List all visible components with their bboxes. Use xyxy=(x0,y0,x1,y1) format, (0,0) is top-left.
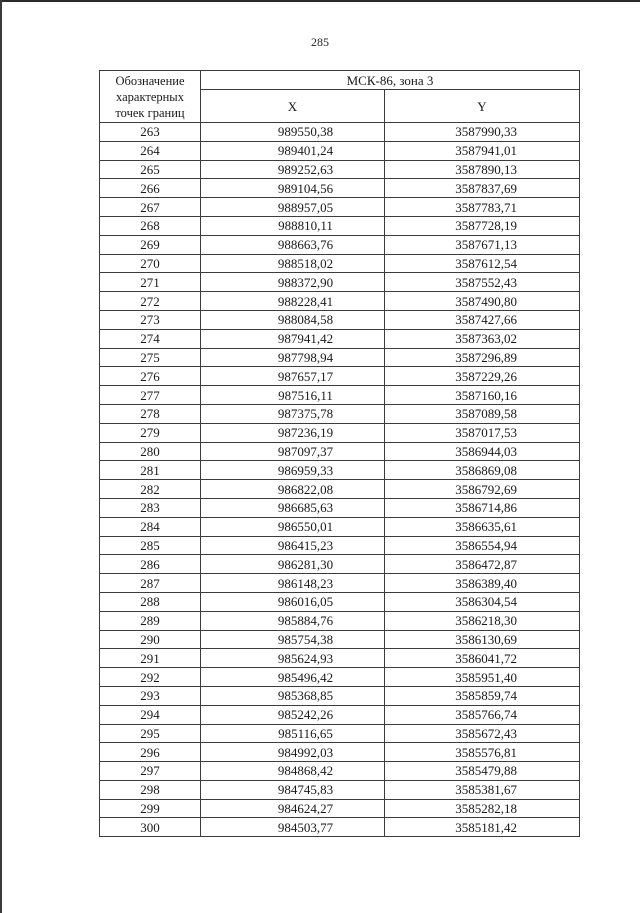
y-coordinate-cell: 3585181,42 xyxy=(385,818,580,837)
point-id-cell: 272 xyxy=(100,292,201,311)
x-coordinate-cell: 984745,83 xyxy=(201,780,385,799)
x-coordinate-cell: 986281,30 xyxy=(201,555,385,574)
point-id-cell: 284 xyxy=(100,517,201,536)
y-coordinate-cell: 3587017,53 xyxy=(385,423,580,442)
y-coordinate-cell: 3587296,89 xyxy=(385,348,580,367)
x-coordinate-cell: 987375,78 xyxy=(201,404,385,423)
coordinates-table xyxy=(99,70,580,837)
table-row xyxy=(100,273,580,292)
x-coordinate-cell: 986016,05 xyxy=(201,592,385,611)
x-coordinate-cell: 985754,38 xyxy=(201,630,385,649)
scan-edge-left xyxy=(0,0,2,913)
y-coordinate-cell: 3587990,33 xyxy=(385,123,580,142)
table-header xyxy=(100,71,580,123)
x-coordinate-cell: 986959,33 xyxy=(201,461,385,480)
table-row xyxy=(100,404,580,423)
x-coordinate-cell: 986822,08 xyxy=(201,480,385,499)
y-coordinate-cell: 3587427,66 xyxy=(385,310,580,329)
y-coordinate-cell: 3586218,30 xyxy=(385,611,580,630)
header-row-system xyxy=(100,71,580,90)
x-coordinate-cell: 984503,77 xyxy=(201,818,385,837)
y-coordinate-cell: 3587229,26 xyxy=(385,367,580,386)
point-id-cell: 286 xyxy=(100,555,201,574)
table-row xyxy=(100,592,580,611)
header-y: Y xyxy=(385,90,580,123)
table-row xyxy=(100,724,580,743)
x-coordinate-cell: 986685,63 xyxy=(201,498,385,517)
y-coordinate-cell: 3587890,13 xyxy=(385,160,580,179)
y-coordinate-cell: 3586472,87 xyxy=(385,555,580,574)
x-coordinate-cell: 988957,05 xyxy=(201,198,385,217)
point-id-cell: 267 xyxy=(100,198,201,217)
y-coordinate-cell: 3587612,54 xyxy=(385,254,580,273)
y-coordinate-cell: 3587671,13 xyxy=(385,235,580,254)
table-row xyxy=(100,799,580,818)
x-coordinate-cell: 988810,11 xyxy=(201,216,385,235)
header-designation: Обозначение характерных точек границ xyxy=(100,71,201,123)
x-coordinate-cell: 987657,17 xyxy=(201,367,385,386)
table-row xyxy=(100,442,580,461)
point-id-cell: 270 xyxy=(100,254,201,273)
point-id-cell: 282 xyxy=(100,480,201,499)
table-row xyxy=(100,705,580,724)
point-id-cell: 278 xyxy=(100,404,201,423)
y-coordinate-cell: 3585576,81 xyxy=(385,743,580,762)
point-id-cell: 279 xyxy=(100,423,201,442)
x-coordinate-cell: 989252,63 xyxy=(201,160,385,179)
point-id-cell: 263 xyxy=(100,123,201,142)
table-row xyxy=(100,818,580,837)
table-row xyxy=(100,555,580,574)
table-row xyxy=(100,574,580,593)
table-row xyxy=(100,686,580,705)
table-row xyxy=(100,762,580,781)
x-coordinate-cell: 988518,02 xyxy=(201,254,385,273)
y-coordinate-cell: 3586944,03 xyxy=(385,442,580,461)
y-coordinate-cell: 3586792,69 xyxy=(385,480,580,499)
table-row xyxy=(100,480,580,499)
y-coordinate-cell: 3586869,08 xyxy=(385,461,580,480)
x-coordinate-cell: 985624,93 xyxy=(201,649,385,668)
table-row xyxy=(100,198,580,217)
x-coordinate-cell: 987516,11 xyxy=(201,386,385,405)
point-id-cell: 290 xyxy=(100,630,201,649)
table-row xyxy=(100,310,580,329)
y-coordinate-cell: 3587941,01 xyxy=(385,141,580,160)
table-row xyxy=(100,160,580,179)
y-coordinate-cell: 3585479,88 xyxy=(385,762,580,781)
y-coordinate-cell: 3587728,19 xyxy=(385,216,580,235)
x-coordinate-cell: 987097,37 xyxy=(201,442,385,461)
y-coordinate-cell: 3587160,16 xyxy=(385,386,580,405)
point-id-cell: 281 xyxy=(100,461,201,480)
point-id-cell: 296 xyxy=(100,743,201,762)
point-id-cell: 275 xyxy=(100,348,201,367)
point-id-cell: 288 xyxy=(100,592,201,611)
y-coordinate-cell: 3586389,40 xyxy=(385,574,580,593)
x-coordinate-cell: 985496,42 xyxy=(201,668,385,687)
x-coordinate-cell: 984624,27 xyxy=(201,799,385,818)
table-row xyxy=(100,423,580,442)
table-row xyxy=(100,348,580,367)
table-row xyxy=(100,611,580,630)
point-id-cell: 273 xyxy=(100,310,201,329)
table-row xyxy=(100,743,580,762)
y-coordinate-cell: 3587837,69 xyxy=(385,179,580,198)
x-coordinate-cell: 986148,23 xyxy=(201,574,385,593)
x-coordinate-cell: 984868,42 xyxy=(201,762,385,781)
table-row xyxy=(100,292,580,311)
scan-edge-top xyxy=(0,0,640,2)
point-id-cell: 274 xyxy=(100,329,201,348)
table-row xyxy=(100,630,580,649)
point-id-cell: 297 xyxy=(100,762,201,781)
point-id-cell: 283 xyxy=(100,498,201,517)
x-coordinate-cell: 989550,38 xyxy=(201,123,385,142)
y-coordinate-cell: 3586554,94 xyxy=(385,536,580,555)
x-coordinate-cell: 985368,85 xyxy=(201,686,385,705)
y-coordinate-cell: 3586130,69 xyxy=(385,630,580,649)
point-id-cell: 298 xyxy=(100,780,201,799)
point-id-cell: 293 xyxy=(100,686,201,705)
y-coordinate-cell: 3587783,71 xyxy=(385,198,580,217)
x-coordinate-cell: 984992,03 xyxy=(201,743,385,762)
table-body xyxy=(100,123,580,837)
x-coordinate-cell: 987941,42 xyxy=(201,329,385,348)
x-coordinate-cell: 986415,23 xyxy=(201,536,385,555)
y-coordinate-cell: 3587363,02 xyxy=(385,329,580,348)
x-coordinate-cell: 987236,19 xyxy=(201,423,385,442)
x-coordinate-cell: 986550,01 xyxy=(201,517,385,536)
table-row xyxy=(100,254,580,273)
point-id-cell: 295 xyxy=(100,724,201,743)
table-row xyxy=(100,498,580,517)
y-coordinate-cell: 3587490,80 xyxy=(385,292,580,311)
point-id-cell: 285 xyxy=(100,536,201,555)
y-coordinate-cell: 3585672,43 xyxy=(385,724,580,743)
point-id-cell: 271 xyxy=(100,273,201,292)
y-coordinate-cell: 3585859,74 xyxy=(385,686,580,705)
point-id-cell: 269 xyxy=(100,235,201,254)
x-coordinate-cell: 988228,41 xyxy=(201,292,385,311)
point-id-cell: 294 xyxy=(100,705,201,724)
x-coordinate-cell: 985116,65 xyxy=(201,724,385,743)
point-id-cell: 265 xyxy=(100,160,201,179)
y-coordinate-cell: 3585766,74 xyxy=(385,705,580,724)
x-coordinate-cell: 985242,26 xyxy=(201,705,385,724)
table-row xyxy=(100,668,580,687)
point-id-cell: 287 xyxy=(100,574,201,593)
point-id-cell: 300 xyxy=(100,818,201,837)
y-coordinate-cell: 3586304,54 xyxy=(385,592,580,611)
table-row xyxy=(100,179,580,198)
x-coordinate-cell: 985884,76 xyxy=(201,611,385,630)
page-number: 285 xyxy=(311,35,329,49)
table-row xyxy=(100,386,580,405)
table-row xyxy=(100,649,580,668)
point-id-cell: 292 xyxy=(100,668,201,687)
point-id-cell: 266 xyxy=(100,179,201,198)
x-coordinate-cell: 988372,90 xyxy=(201,273,385,292)
table-row xyxy=(100,367,580,386)
table-row xyxy=(100,517,580,536)
table-row xyxy=(100,329,580,348)
point-id-cell: 277 xyxy=(100,386,201,405)
header-coord-system: МСК-86, зона 3 xyxy=(201,71,580,90)
header-x: X xyxy=(201,90,385,123)
y-coordinate-cell: 3587552,43 xyxy=(385,273,580,292)
y-coordinate-cell: 3585282,18 xyxy=(385,799,580,818)
point-id-cell: 291 xyxy=(100,649,201,668)
table-row xyxy=(100,123,580,142)
point-id-cell: 289 xyxy=(100,611,201,630)
point-id-cell: 276 xyxy=(100,367,201,386)
point-id-cell: 280 xyxy=(100,442,201,461)
point-id-cell: 299 xyxy=(100,799,201,818)
table-row xyxy=(100,216,580,235)
x-coordinate-cell: 989104,56 xyxy=(201,179,385,198)
x-coordinate-cell: 988084,58 xyxy=(201,310,385,329)
y-coordinate-cell: 3585951,40 xyxy=(385,668,580,687)
y-coordinate-cell: 3586041,72 xyxy=(385,649,580,668)
x-coordinate-cell: 987798,94 xyxy=(201,348,385,367)
table-row xyxy=(100,235,580,254)
x-coordinate-cell: 989401,24 xyxy=(201,141,385,160)
table-row xyxy=(100,536,580,555)
table-row xyxy=(100,141,580,160)
x-coordinate-cell: 988663,76 xyxy=(201,235,385,254)
y-coordinate-cell: 3586635,61 xyxy=(385,517,580,536)
point-id-cell: 264 xyxy=(100,141,201,160)
y-coordinate-cell: 3585381,67 xyxy=(385,780,580,799)
y-coordinate-cell: 3587089,58 xyxy=(385,404,580,423)
table-row xyxy=(100,461,580,480)
y-coordinate-cell: 3586714,86 xyxy=(385,498,580,517)
table-row xyxy=(100,780,580,799)
point-id-cell: 268 xyxy=(100,216,201,235)
